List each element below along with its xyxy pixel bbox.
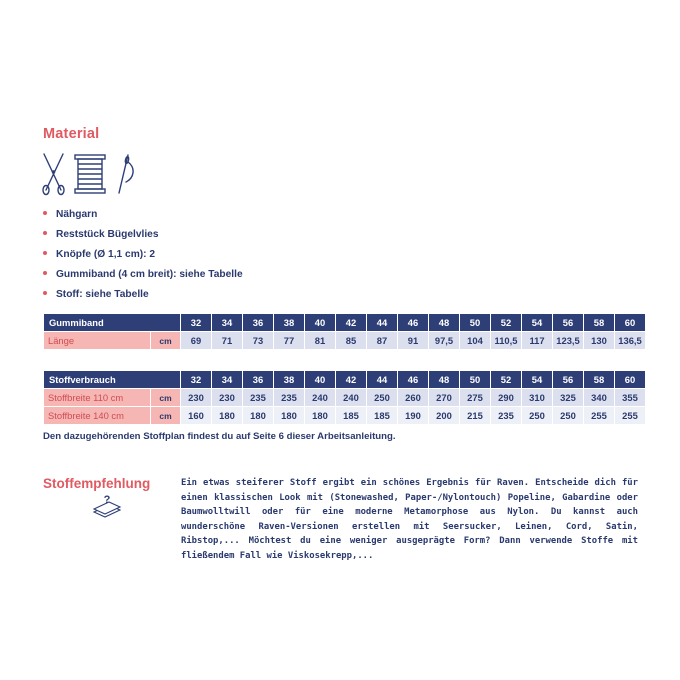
size-header: 48 (429, 314, 460, 332)
table-cell: 117 (522, 332, 553, 350)
table-cell: 160 (181, 407, 212, 425)
scissors-icon (43, 154, 64, 195)
size-header: 60 (615, 314, 646, 332)
table-cell: 81 (305, 332, 336, 350)
stoffempfehlung-heading: Stoffempfehlung (43, 476, 151, 491)
table-cell: 180 (274, 407, 305, 425)
size-header: 38 (274, 371, 305, 389)
table-header-row (44, 371, 646, 389)
size-header: 34 (212, 314, 243, 332)
material-heading: Material (43, 126, 100, 142)
size-header: 54 (522, 371, 553, 389)
table-cell: 180 (305, 407, 336, 425)
table-cell: 87 (367, 332, 398, 350)
svg-text:?: ? (103, 494, 111, 506)
table-cell: 290 (491, 389, 522, 407)
stoffverbrauch-table (43, 370, 646, 425)
table-cell: 275 (460, 389, 491, 407)
table-cell: 250 (553, 407, 584, 425)
table-cell: 355 (615, 389, 646, 407)
size-header: 40 (305, 371, 336, 389)
table-cell: 136,5 (615, 332, 646, 350)
table-cell: 73 (243, 332, 274, 350)
table-cell: 250 (522, 407, 553, 425)
size-header: 42 (336, 371, 367, 389)
fabric-question-icon (92, 493, 122, 519)
table-cell: 180 (243, 407, 274, 425)
table-row (44, 407, 646, 425)
table-row (44, 389, 646, 407)
size-header: 52 (491, 371, 522, 389)
table-cell: 230 (212, 389, 243, 407)
size-header: 56 (553, 371, 584, 389)
size-header: 60 (615, 371, 646, 389)
table-cell: 180 (212, 407, 243, 425)
list-item: Reststück Bügelvlies (43, 228, 243, 248)
table-cell: 190 (398, 407, 429, 425)
size-header: 58 (584, 371, 615, 389)
list-item: Gummiband (4 cm breit): siehe Tabelle (43, 268, 243, 288)
size-header: 32 (181, 371, 212, 389)
table-cell: 185 (367, 407, 398, 425)
row-label: Stoffbreite 140 cm (44, 407, 151, 425)
table-cell: 123,5 (553, 332, 584, 350)
table-title: Stoffverbrauch (44, 371, 181, 389)
table-cell: 91 (398, 332, 429, 350)
table-cell: 77 (274, 332, 305, 350)
sewing-tools-icons (40, 152, 140, 196)
table-cell: 235 (243, 389, 274, 407)
size-header: 52 (491, 314, 522, 332)
row-label: Stoffbreite 110 cm (44, 389, 151, 407)
stoffempfehlung-text: Ein etwas steiferer Stoff ergibt ein schönes Ergebnis für Raven. Entscheide dich für einen klassischen Look mit (Stonewashed, Paper-/Nylontouch) Popeline, Gabardine oder Baumwolltwill oder für eine moderne Metamorphose aus Nylon. Du kannst auch wunderschöne Raven-Versionen erstellen mit Seersucker, Leinen, Cord, Satin, Ribstop,... Möchtest du eine weniger ausgeprägte Form? Dann verwende Stoffe mit fließendem Fall wie Viskosekrepp,... (181, 478, 638, 561)
size-header: 46 (398, 371, 429, 389)
size-header: 58 (584, 314, 615, 332)
table-cell: 104 (460, 332, 491, 350)
table-cell: 255 (584, 407, 615, 425)
row-unit: cm (151, 332, 181, 350)
row-unit: cm (151, 389, 181, 407)
table-cell: 340 (584, 389, 615, 407)
size-header: 50 (460, 314, 491, 332)
table-cell: 185 (336, 407, 367, 425)
table-cell: 255 (615, 407, 646, 425)
list-item: Knöpfe (Ø 1,1 cm): 2 (43, 248, 243, 268)
size-header: 36 (243, 371, 274, 389)
table-cell: 85 (336, 332, 367, 350)
stoffplan-note: Den dazugehörenden Stoffplan findest du auf Seite 6 dieser Arbeitsanleitung. (43, 431, 396, 442)
table-cell: 235 (491, 407, 522, 425)
table-cell: 69 (181, 332, 212, 350)
table-cell: 240 (305, 389, 336, 407)
table-cell: 130 (584, 332, 615, 350)
size-header: 54 (522, 314, 553, 332)
table-cell: 310 (522, 389, 553, 407)
row-unit: cm (151, 407, 181, 425)
thread-spool-icon (75, 155, 105, 193)
table-cell: 325 (553, 389, 584, 407)
gummiband-table (43, 313, 646, 350)
list-item: Stoff: siehe Tabelle (43, 288, 243, 308)
size-header: 44 (367, 371, 398, 389)
size-header: 36 (243, 314, 274, 332)
table-cell: 200 (429, 407, 460, 425)
size-header: 48 (429, 371, 460, 389)
table-title: Gummiband (44, 314, 181, 332)
needle-icon (119, 155, 133, 193)
size-header: 44 (367, 314, 398, 332)
table-cell: 235 (274, 389, 305, 407)
table-cell: 260 (398, 389, 429, 407)
table-cell: 215 (460, 407, 491, 425)
material-list (43, 208, 243, 308)
size-header: 32 (181, 314, 212, 332)
table-cell: 71 (212, 332, 243, 350)
table-cell: 97,5 (429, 332, 460, 350)
list-item: Nähgarn (43, 208, 243, 228)
table-cell: 250 (367, 389, 398, 407)
size-header: 38 (274, 314, 305, 332)
table-row (44, 332, 646, 350)
table-cell: 110,5 (491, 332, 522, 350)
table-cell: 270 (429, 389, 460, 407)
size-header: 34 (212, 371, 243, 389)
row-label: Länge (44, 332, 151, 350)
size-header: 42 (336, 314, 367, 332)
table-cell: 230 (181, 389, 212, 407)
size-header: 40 (305, 314, 336, 332)
size-header: 56 (553, 314, 584, 332)
table-cell: 240 (336, 389, 367, 407)
size-header: 46 (398, 314, 429, 332)
size-header: 50 (460, 371, 491, 389)
table-header-row (44, 314, 646, 332)
